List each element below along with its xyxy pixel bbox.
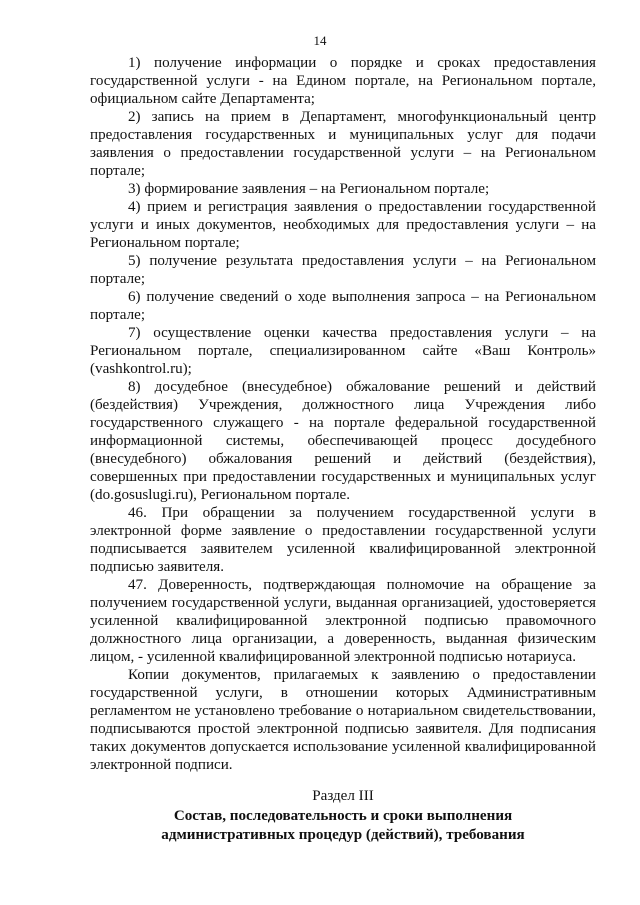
page-number: 14 [313, 33, 327, 48]
paragraph-item-8: 8) досудебное (внесудебное) обжалование решений и действий (бездействия) Учреждения, должностного лица Учреждения либо государственного служащего - на портале федеральной государственной информационной системы, обеспечивающей процесс досудебного (внесудебного) обжалования решений и действий (бездействия), совершенных при предоставлении государственных и муниципальных услуг (do.gosuslugi.ru), Региональном портале. [90, 379, 596, 503]
section-title [90, 807, 596, 845]
paragraph-item-3: 3) формирование заявления – на Региональном портале; [128, 181, 490, 197]
paragraph-item-5: 5) получение результата предоставления услуги – на Региональном портале; [90, 253, 596, 287]
paragraph-clause-46: 46. При обращении за получением государственной услуги в электронной форме заявление о предоставлении государственной услуги подписывается заявителем усиленной квалифицированной электронной подписью заявителя. [90, 505, 596, 575]
paragraph-clause-47: 47. Доверенность, подтверждающая полномочие на обращение за получением государственной услуги, выданная организацией, удостоверяется усиленной квалифицированной электронной подписью правомочного должностного лица организации, а доверенность, выданная физическим лицом, - усиленной квалифицированной электронной подписью нотариуса. [90, 577, 596, 665]
document-body [90, 54, 596, 774]
section-title-line-1: Состав, последовательность и сроки выполнения [173, 808, 513, 824]
paragraph-item-2: 2) запись на прием в Департамент, многофункциональный центр предоставления государственных и муниципальных услуг для подачи заявления о предоставлении государственной услуги – на Региональном портале; [90, 109, 596, 179]
paragraph-copies-of-documents: Копии документов, прилагаемых к заявлению о предоставлении государственной услуги, в отношении которых Административным регламентом не установлено требование о нотариальном свидетельствовании, подписываются простой электронной подписью заявителя. Для подписания таких документов допускается использование усиленной квалифицированной электронной подписи. [90, 667, 596, 773]
paragraph-item-4: 4) прием и регистрация заявления о предоставлении государственной услуги и иных документов, необходимых для предоставления услуги – на Региональном портале; [90, 199, 596, 251]
paragraph-item-7: 7) осуществление оценки качества предоставления услуги – на Региональном портале, специализированном сайте «Ваш Контроль» (vashkontrol.ru); [90, 325, 596, 377]
section-label: Раздел III [312, 788, 374, 804]
paragraph-item-1: 1) получение информации о порядке и сроках предоставления государственной услуги - на Едином портале, на Региональном портале, официальном сайте Департамента; [90, 55, 596, 107]
paragraph-item-6: 6) получение сведений о ходе выполнения запроса – на Региональном портале; [90, 289, 596, 323]
section-title-line-2: административных процедур (действий), требования [161, 827, 525, 843]
